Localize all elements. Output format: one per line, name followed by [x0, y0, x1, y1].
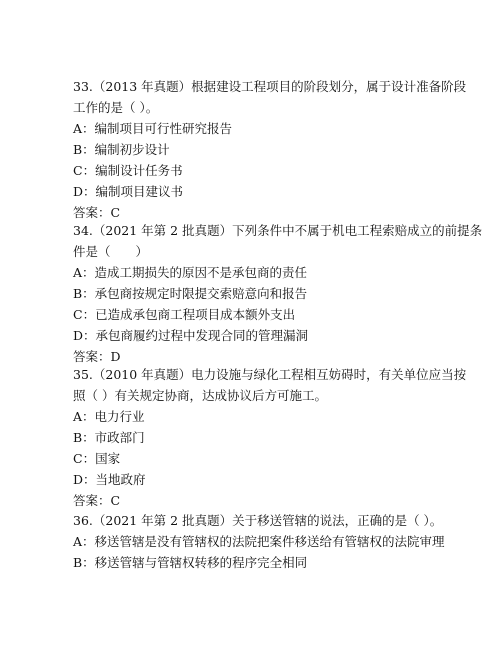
option-a: A：编制项目可行性研究报告	[73, 121, 233, 136]
option-d: D：承包商履约过程中发现合同的管理漏洞	[73, 328, 309, 343]
option-c: C：已造成承包商工程项目成本额外支出	[73, 307, 296, 322]
option-b: B：编制初步设计	[73, 142, 170, 157]
question-stem-line: 33.（2013 年真题）根据建设工程项目的阶段划分，属于设计准备阶段	[73, 79, 467, 94]
question-33	[73, 76, 467, 223]
answer: 答案：C	[73, 493, 121, 508]
question-stem-line: 照（ ）有关规定协商，达成协议后方可施工。	[73, 388, 327, 403]
option-c: C：编制设计任务书	[73, 163, 183, 178]
option-d: D：当地政府	[73, 472, 146, 487]
option-b: B：市政部门	[73, 430, 145, 445]
option-b: B：移送管辖与管辖权转移的程序完全相同	[73, 555, 308, 570]
option-a: A：电力行业	[73, 409, 145, 424]
question-34	[73, 220, 483, 367]
question-stem-line: 工作的是（ ）。	[73, 100, 159, 115]
question-stem-line: 34.（2021 年第 2 批真题）下列条件中不属于机电工程索赔成立的前提条	[73, 223, 483, 238]
option-a: A：移送管辖是没有管辖权的法院把案件移送给有管辖权的法院审理	[73, 534, 445, 549]
option-b: B：承包商按规定时限提交索赔意向和报告	[73, 286, 308, 301]
option-a: A：造成工期损失的原因不是承包商的责任	[73, 265, 308, 280]
question-stem-line: 35.（2010 年真题）电力设施与绿化工程相互妨碍时，有关单位应当按	[73, 367, 467, 382]
option-d: D：编制项目建议书	[73, 184, 184, 199]
question-36	[73, 510, 453, 573]
answer: 答案：D	[73, 349, 121, 364]
question-stem-line: 36.（2021 年第 2 批真题）关于移送管辖的说法，正确的是（ ）。	[73, 513, 443, 528]
answer: 答案：C	[73, 205, 121, 220]
option-c: C：国家	[73, 451, 121, 466]
question-stem-line: 件是（ ）	[73, 244, 149, 259]
question-35	[73, 364, 467, 511]
